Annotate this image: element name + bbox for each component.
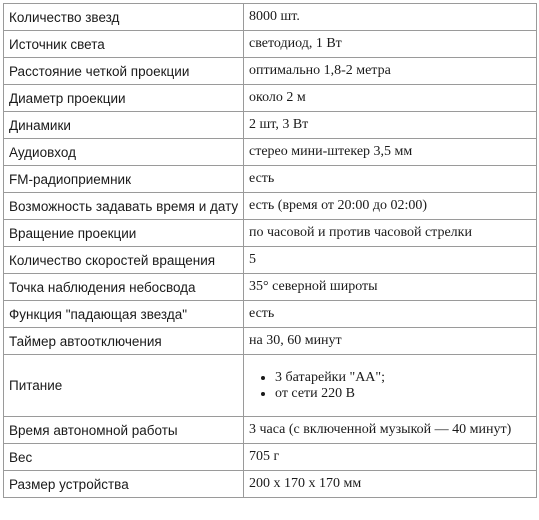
table-row xyxy=(4,301,537,328)
spec-value-time-date-setting: есть (время от 20:00 до 02:00) xyxy=(244,193,537,220)
spec-label-projection-diameter: Диаметр проекции xyxy=(4,85,244,112)
spec-label-battery-life: Время автономной работы xyxy=(4,417,244,444)
spec-label-device-size: Размер устройства xyxy=(4,471,244,498)
spec-value-star-count: 8000 шт. xyxy=(244,4,537,31)
table-row xyxy=(4,31,537,58)
spec-value-audio-input: стерео мини-штекер 3,5 мм xyxy=(244,139,537,166)
spec-value-speakers: 2 шт, 3 Вт xyxy=(244,112,537,139)
table-row xyxy=(4,139,537,166)
spec-label-power: Питание xyxy=(4,355,244,417)
spec-label-time-date-setting: Возможность задавать время и дату xyxy=(4,193,244,220)
spec-value-power xyxy=(244,355,537,417)
spec-label-fm-radio: FM-радиоприемник xyxy=(4,166,244,193)
table-row xyxy=(4,247,537,274)
table-row xyxy=(4,112,537,139)
power-options-list xyxy=(249,370,536,402)
spec-value-rotation-speeds: 5 xyxy=(244,247,537,274)
spec-value-projection-distance: оптимально 1,8-2 метра xyxy=(244,58,537,85)
spec-value-projection-diameter: около 2 м xyxy=(244,85,537,112)
table-row xyxy=(4,417,537,444)
specifications-table xyxy=(3,3,537,498)
spec-label-observation-point: Точка наблюдения небосвода xyxy=(4,274,244,301)
list-item: • от сети 220 В xyxy=(275,386,536,402)
table-row xyxy=(4,274,537,301)
spec-value-fm-radio: есть xyxy=(244,166,537,193)
table-row xyxy=(4,193,537,220)
spec-label-weight: Вес xyxy=(4,444,244,471)
spec-label-light-source: Источник света xyxy=(4,31,244,58)
spec-value-auto-off-timer: на 30, 60 минут xyxy=(244,328,537,355)
spec-label-audio-input: Аудиовход xyxy=(4,139,244,166)
spec-label-projection-distance: Расстояние четкой проекции xyxy=(4,58,244,85)
table-row xyxy=(4,328,537,355)
spec-value-shooting-star: есть xyxy=(244,301,537,328)
spec-label-projection-rotation: Вращение проекции xyxy=(4,220,244,247)
spec-label-rotation-speeds: Количество скоростей вращения xyxy=(4,247,244,274)
spec-value-light-source: светодиод, 1 Вт xyxy=(244,31,537,58)
table-row xyxy=(4,166,537,193)
table-row xyxy=(4,444,537,471)
table-row xyxy=(4,85,537,112)
spec-value-weight: 705 г xyxy=(244,444,537,471)
spec-label-star-count: Количество звезд xyxy=(4,4,244,31)
spec-value-observation-point: 35° северной широты xyxy=(244,274,537,301)
table-row xyxy=(4,355,537,417)
spec-label-speakers: Динамики xyxy=(4,112,244,139)
list-item: • 3 батарейки "АА"; xyxy=(275,370,536,386)
spec-value-projection-rotation: по часовой и против часовой стрелки xyxy=(244,220,537,247)
table-row xyxy=(4,471,537,498)
spec-value-battery-life: 3 часа (с включенной музыкой — 40 минут) xyxy=(244,417,537,444)
table-row xyxy=(4,220,537,247)
spec-label-shooting-star: Функция "падающая звезда" xyxy=(4,301,244,328)
table-row xyxy=(4,58,537,85)
table-row xyxy=(4,4,537,31)
spec-value-device-size: 200 х 170 х 170 мм xyxy=(244,471,537,498)
spec-label-auto-off-timer: Таймер автоотключения xyxy=(4,328,244,355)
